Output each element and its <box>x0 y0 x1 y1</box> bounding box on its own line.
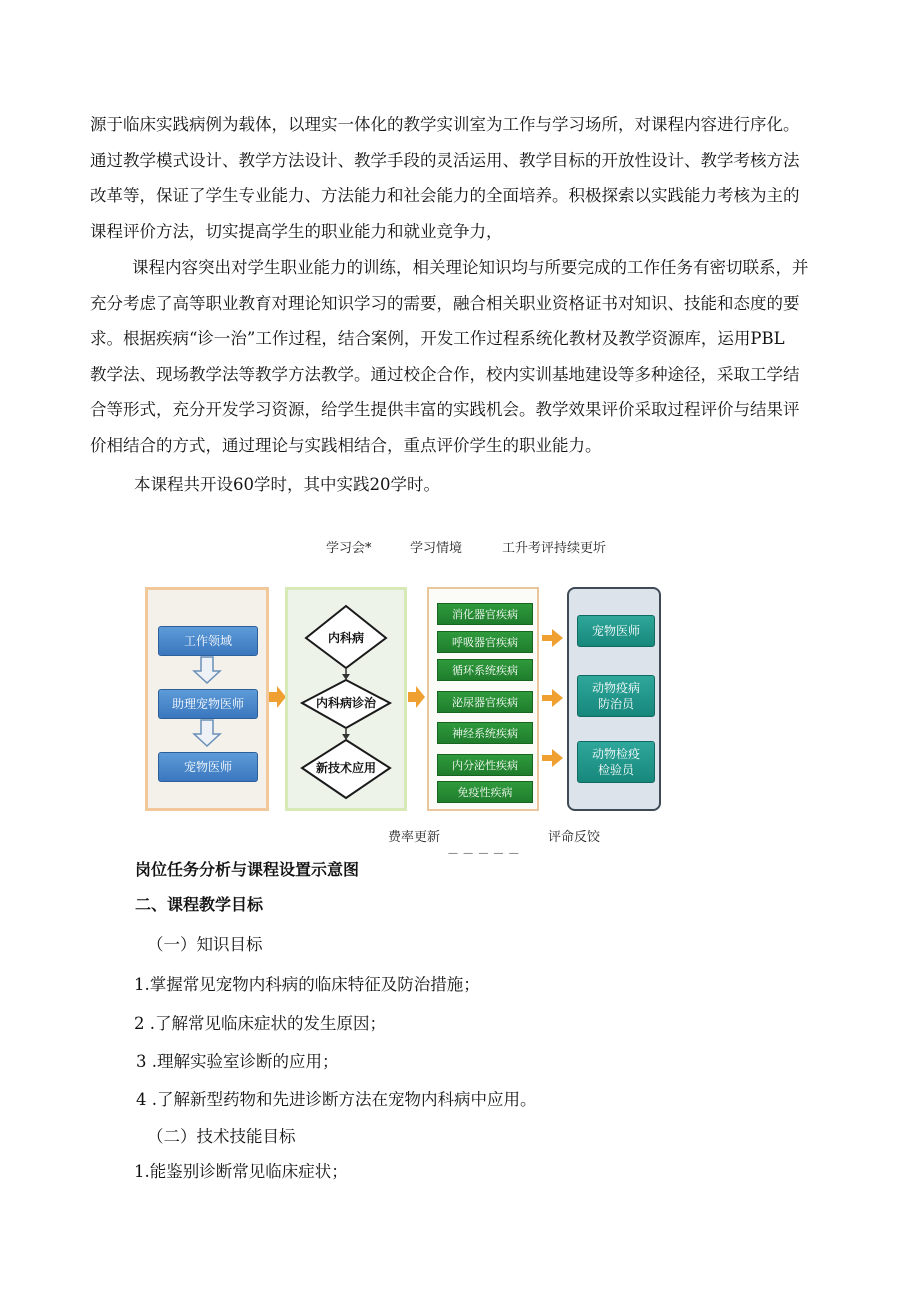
work-field-panel <box>145 587 269 811</box>
paragraph-line: 通过教学模式设计、教学方法设计、教学手段的灵活运用、教学目标的开放性设计、教学考核方法 <box>90 150 800 170</box>
assistant-vet-box: 助理宠物医师 <box>158 689 258 719</box>
course-structure-diagram <box>143 585 665 813</box>
paragraph-line: 价相结合的方式，通过理论与实践相结合，重点评价学生的职业能力。 <box>90 435 602 455</box>
work-field-box: 工作领域 <box>158 626 258 656</box>
paragraph-line: 课程内容突出对学生职业能力的训练，相关理论知识均与所要完成的工作任务有密切联系，并 <box>132 258 809 277</box>
skill-goals-title: （二）技术技能目标 <box>147 1127 296 1146</box>
diamond-flow <box>288 590 404 808</box>
hours-line: 本课程共开设60学时，其中实践20学时。 <box>134 475 440 494</box>
disease-type-panel <box>427 587 539 811</box>
diagram-caption-top-2: 学习情境 <box>410 541 463 556</box>
disease-panel <box>285 587 407 811</box>
orange-arrows <box>541 623 565 773</box>
item-number: 1 <box>134 1162 145 1181</box>
knowledge-item <box>136 1086 537 1110</box>
item-number: 4 <box>136 1090 147 1109</box>
diagram-caption-top-1: 学习会* <box>326 541 372 556</box>
disease-item: 内分泌性疾病 <box>437 754 533 776</box>
figure-title: 岗位任务分析与课程设置示意图 <box>135 860 360 879</box>
skill-item <box>134 1158 348 1182</box>
diamond-label: 新技术应用 <box>315 761 377 775</box>
knowledge-item <box>134 1010 386 1034</box>
paragraph-1 <box>90 107 830 249</box>
knowledge-item <box>134 971 480 995</box>
orange-arrow-icon <box>542 689 563 707</box>
paragraph-line: 求。根据疾病“诊一治”工作过程，结合案例，开发工作过程系统化教材及教学资源库，运用PBL <box>90 329 785 348</box>
item-text: .了解常见临床症状的发生原因； <box>149 1014 386 1033</box>
item-text: .能鉴别诊断常见临床症状； <box>144 1162 348 1181</box>
item-text: .了解新型药物和先进诊断方法在宠物内科病中应用。 <box>151 1090 537 1109</box>
down-arrow-icon <box>194 720 220 746</box>
career-item: 动物疫病 防治员 <box>577 675 655 717</box>
item-text: .掌握常见宠物内科病的临床特征及防治措施； <box>144 975 480 994</box>
caption-dashes: — — — — — <box>448 848 520 859</box>
diagram-caption-bottom-1: 费率更新 <box>388 830 441 845</box>
paragraph-line: 教学法、现场教学法等教学方法教学。通过校企合作，校内实训基地建设等多种途径，采取工学结 <box>90 364 800 384</box>
disease-item: 泌尿器官疾病 <box>437 691 533 713</box>
item-number: 2 <box>134 1014 145 1033</box>
paragraph-line: 充分考虑了高等职业教育对理论知识学习的需要，融合相关职业资格证书对知识、技能和态度的要 <box>90 293 800 313</box>
career-item: 宠物医师 <box>577 615 655 647</box>
career-item: 动物检疫 检验员 <box>577 741 655 783</box>
diamond-label: 内科病 <box>327 631 365 645</box>
down-arrows <box>148 590 268 810</box>
career-panel <box>567 587 661 811</box>
paragraph-line: 合等形式，充分开发学习资源，给学生提供丰富的实践机会。教学效果评价采取过程评价与结果评 <box>90 400 800 419</box>
diamond-label: 内科病诊治 <box>315 696 377 710</box>
vet-box: 宠物医师 <box>158 752 258 782</box>
disease-item: 循环系统疾病 <box>437 659 533 681</box>
section-2-title: 二、课程教学目标 <box>135 895 264 914</box>
paragraph-2 <box>90 250 830 463</box>
diagram-caption-top-3: 工升考评持续更圻 <box>502 541 607 556</box>
diagram-caption-bottom-2: 评命反饺 <box>548 830 601 845</box>
paragraph-line: 源于临床实践病例为载体，以理实一体化的教学实训室为工作与学习场所，对课程内容进行序化。 <box>90 115 800 134</box>
item-text: .理解实验室诊断的应用； <box>151 1052 339 1071</box>
paragraph-line: 改革等，保证了学生专业能力、方法能力和社会能力的全面培养。积极探索以实践能力考核为主的 <box>90 186 800 205</box>
orange-arrow-icon <box>542 749 563 767</box>
down-arrow-icon <box>194 657 220 683</box>
item-number: 3 <box>136 1052 147 1071</box>
disease-item: 神经系统疾病 <box>437 722 533 744</box>
orange-arrow-icon <box>408 685 426 709</box>
paragraph-line: 课程评价方法，切实提高学生的职业能力和就业竞争力， <box>90 221 503 241</box>
disease-item: 呼吸器官疾病 <box>437 631 533 653</box>
disease-item: 免疫性疾病 <box>437 781 533 803</box>
item-number: 1 <box>134 975 145 994</box>
disease-item: 消化器官疾病 <box>437 603 533 625</box>
orange-arrow-icon <box>542 629 563 647</box>
knowledge-item <box>136 1048 339 1072</box>
knowledge-goals-title: （一）知识目标 <box>147 935 263 954</box>
